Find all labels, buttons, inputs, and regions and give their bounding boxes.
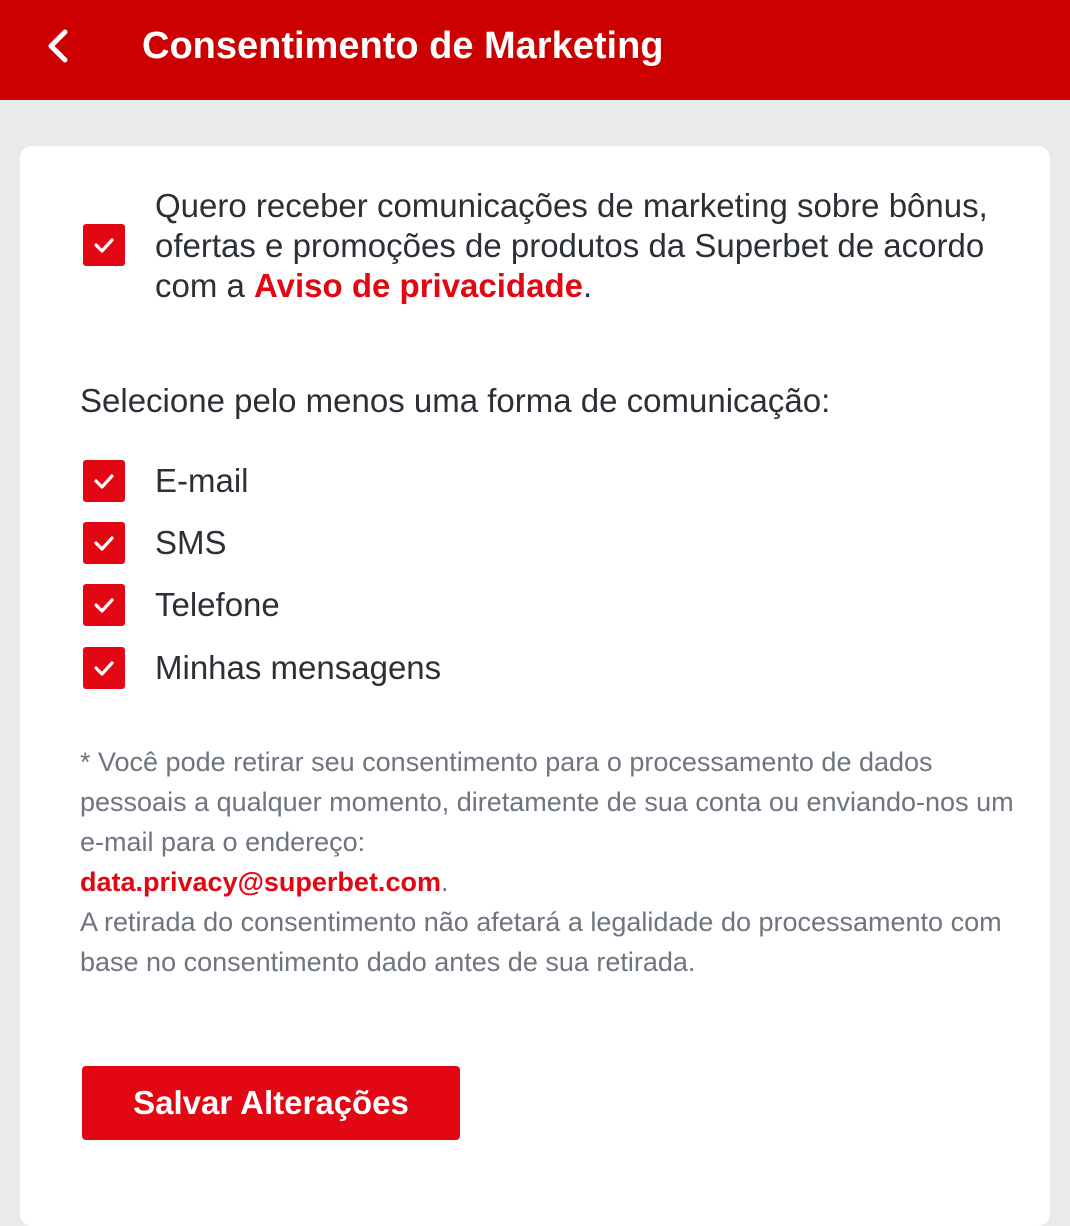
page-title: Consentimento de Marketing (142, 25, 664, 67)
save-changes-button[interactable]: Salvar Alterações (82, 1066, 460, 1140)
checkmark-icon (93, 236, 115, 254)
disclaimer-legality-text: A retirada do consentimento não afetará a legalidade do processamento com base no consentimento dado antes de sua retirada. (80, 907, 1002, 977)
my-messages-checkbox[interactable] (83, 647, 125, 689)
chevron-left-icon (43, 26, 73, 66)
marketing-consent-text (155, 186, 1015, 306)
phone-checkbox[interactable] (83, 584, 125, 626)
email-option-label[interactable]: E-mail (155, 462, 249, 499)
checkmark-icon (93, 472, 115, 490)
consent-text-end: . (582, 267, 593, 304)
channels-heading: Selecione pelo menos uma forma de comunicação: (80, 382, 831, 419)
privacy-email-link[interactable]: data.privacy@superbet.com (80, 867, 441, 897)
marketing-consent-checkbox[interactable] (83, 224, 125, 266)
consent-text-main: Quero receber comunicações de marketing sobre bônus, ofertas e promoções de produtos da Superbet de acordo com a (155, 187, 988, 304)
withdrawal-disclaimer (80, 742, 1020, 982)
email-checkbox[interactable] (83, 460, 125, 502)
disclaimer-paragraph (80, 742, 1020, 902)
privacy-notice-link[interactable]: Aviso de privacidade (254, 267, 583, 304)
sms-option-label[interactable]: SMS (155, 524, 227, 561)
checkmark-icon (93, 659, 115, 677)
app-header (0, 0, 1070, 100)
phone-option-label[interactable]: Telefone (155, 586, 280, 623)
back-button[interactable] (30, 18, 86, 74)
checkmark-icon (93, 534, 115, 552)
checkmark-icon (93, 596, 115, 614)
disclaimer-text: * Você pode retirar seu consentimento para o processamento de dados pessoais a qualquer momento, diretamente de sua conta ou enviando-nos um e-mail para o endereço: (80, 747, 1014, 857)
my-messages-option-label[interactable]: Minhas mensagens (155, 649, 442, 686)
disclaimer-email-suffix: . (440, 867, 449, 897)
consent-card (20, 146, 1050, 1226)
sms-checkbox[interactable] (83, 522, 125, 564)
